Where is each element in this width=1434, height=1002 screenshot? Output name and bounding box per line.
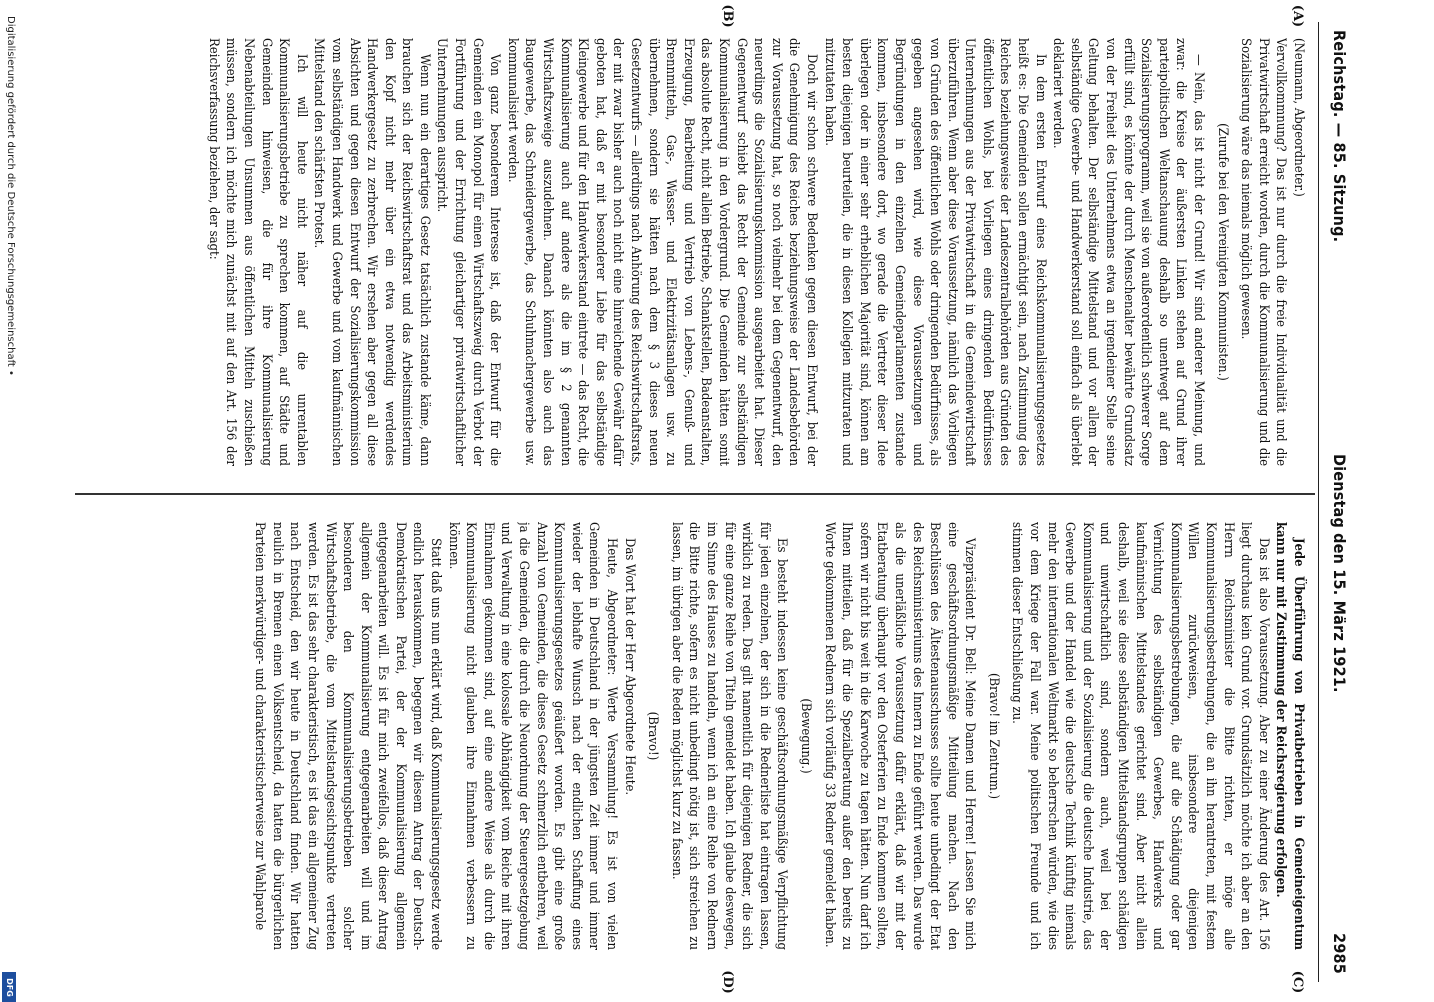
paragraph: — Nein, das ist nicht der Grund! Wir sind anderer Meinung, und zwar: die Kreise der äußersten Linken stehen auf Grund ihrer parteipolitischen Weltanschauung deshalb so unentwegt auf dem Sozialisierungsprogramm, weil sie von außerordentlich schwerer Sorge erfüllt sind, es könnte der durch Menschenalter bewährte Grundsatz von der Freiheit des Unternehmens etwa an irgendeiner Stelle seine Geltung behalten. Der selbständige Mittelstand und vor allem der selbständige Gewerbe- und Handwerkerstand soll einfach als überlebt deklariert werden. xyxy=(1050,38,1207,466)
header-rule xyxy=(1318,22,1319,982)
paragraph: Das ist also Voraussetzung. Aber zu einer Änderung des Art. 156 liegt durchaus kein Grund vor. Grundsätzlich möchte ich aber an den Herrn Reichsminister die Bitte richten, er möge alle Kommunalisierungsbestrebungen, die an ihn herantreten, mit festem Willen zurückweisen, insbesondere diejenigen Kommunalisierungsbestrebungen, die auf die Schädigung oder gar Vernichtung des selbständigen Gewerbes, Handwerks und kaufmännischen Mittelstandes gerichtet sind. Aber nicht allein deshalb, weil sie diese selbständigen Mittelstandsgruppen schädigen und unwirtschaftlich sind, sondern auch, weil bei der Kommunalisierung und der Sozialisierung die deutsche Industrie, das Gewerbe und der Handel wie die deutsche Technik künftig niemals mehr den internationalen Weltmarkt so beherrschen würden, wie dies vor dem Kriege der Fall war. Meine politischen Freunde und ich stimmen dieser Entschließung zu. xyxy=(1009,522,1271,950)
column-divider xyxy=(75,493,1315,495)
header-date: Dienstag den 15. März 1921. xyxy=(1330,454,1349,693)
paragraph: Es besteht indessen keine geschäftsordnungsmäßige Verpflichtung für jeden einzelnen, der sich in die Rednerliste hat eintragen lassen, wirklich zu reden. Das gilt namentlich für diejenigen Redner, die sich für eine ganze Reihe von Titeln gemeldet haben. Ich glaube deswegen, im Sinne des Hauses zu handeln, wenn ich an eine Reihe von Rednern die Bitte richte, sofern es nicht unbedingt nötig ist, sich streichen zu lassen, im übrigen aber die Reden möglichst kurz zu fassen. xyxy=(668,522,790,950)
header-session: Reichstag. — 85. Sitzung. xyxy=(1330,30,1349,243)
margin-marker-a: (A) xyxy=(1290,4,1305,28)
funding-note-strip xyxy=(2,10,16,995)
paragraph: Ich will heute nicht näher auf die unrentablen Kommunalisierungsbetriebe zu sprechen kommen, auf Städte und Gemeinden hinweisen, die für ihre Kommunalisierung Nebenabteilungen Unsummen aus öffentlichen Mitteln zuschießen müssen, sondern ich möchte mich zunächst mit auf den Art. 156 der Reichsverfassung beziehen, der sagt: xyxy=(205,38,309,466)
scanned-page xyxy=(65,4,1355,994)
margin-marker-d: (D) xyxy=(720,970,735,994)
paragraph: Das Wort hat der Herr Abgeordnete Heute. xyxy=(621,538,637,796)
paragraph: Heute, Abgeordneter: Werte Versammlung! Es ist von vielen Gemeinden in Deutschland in der jüngsten Zeit immer und immer wieder der lebhafte Wunsch nach der endlichen Schaffung eines Kommunalisierungsgesetzes geäußert worden. Es gibt eine große Anzahl von Gemeinden, die dieses Gesetz schmerzlich entbehren, weil ja die Gemeinden, die durch die Neuordnung der Steuergesetzgebung und Verwaltung in eine kolossale Abhängigkeit vom Reiche mit ihren Einnahmen gekommen sind, auf eine andere Weise als durch die Kommunalisierung nicht glauben ihre Einnahmen verbessern zu können. xyxy=(445,522,620,950)
funding-note: Digitalisierung gefördert durch die Deutsche Forschungsgemeinschaft • xyxy=(5,16,16,376)
paragraph: Vizepräsident Dr. Bell: Meine Damen und Herren! Lassen Sie mich eine geschäftsordnungsmäßige Mitteilung machen. Nach den Beschlüssen des Ältestenausschusses sollte heute unbedingt der Etat des Reichsministeriums des Innern zu Ende geführt werden. Das wurde als die unerläßliche Voraussetzung dafür erklärt, daß wir mit der Etatberatung überhaupt vor den Osterferien zu Ende kommen sollten, sofern wir nicht bis weit in die Karwoche zu tagen hätten. Nun darf ich Ihnen mitteilen, daß für die Spezialberatung außer den bereits zu Worte gekommenen Rednern sich vorläufig 33 Redner gemeldet haben. xyxy=(821,522,978,950)
page-header xyxy=(1319,22,1355,982)
paragraph: Von ganz besonderem Interesse ist, daß der Entwurf für die Gemeinden ein Monopol für einen Wirtschaftszweig durch Verbot der Fortführung und der Errichtung gleichartiger privatwirtschaftlicher Unternehmungen ausspricht. xyxy=(434,38,503,466)
page-number: 2985 xyxy=(1330,933,1349,974)
interjection: (Bewegung.) xyxy=(797,698,813,774)
paragraph: In dem ersten Entwurf eines Reichskommunalisierungsgesetzes heißt es: Die Gemeinden sollen ermächtigt sein, nach Zustimmung des Reiches beziehungsweise der Landeszentralbehörden aus Gründen des öffentlichen Wohls, bei Vorliegen eines dringenden Bedürfnisses Unternehmungen aus der Privatwirtschaft in die Gemeindewirtschaft überzuführen. Wenn aber diese Voraussetzung, nämlich das Vorliegen von Gründen des öffentlichen Wohls oder dringenden Bedürfnisses, als gegeben angesehen wird, wie diese Voraussetzungen und Begründungen in den einzelnen Gemeindeparlamenten zustande kommen, insbesondere dort, wo gerade die Vertreter dieser Idee überlegen oder in einer sehr erheblichen Majorität sind, können am besten diejenigen beurteilen, die in diesen Kollegien mitzuraten und mitzutaten haben. xyxy=(821,38,1048,466)
dfg-logo: DFG xyxy=(2,972,16,1002)
margin-marker-b: (B) xyxy=(720,4,735,28)
paragraph: Doch wir schon schwere Bedenken gegen diesen Entwurf, bei der die Genehmigung des Reiches beziehungsweise der Landesbehörden zur Voraussetzung hat, so noch vielmehr bei dem Gegenentwurf, den neuerdings die Sozialisierungskommission ausgearbeitet hat. Dieser Gegenentwurf schiebt das Recht der Gemeinde zur selbständigen Kommunalisierung in den Vordergrund. Die Gemeinden hätten somit das absolute Recht, nicht allein Betriebe, Schankstellen, Badeanstalten, Erzeugung, Bearbeitung und Vertrieb von Lebens-, Genuß- und Brennmitteln, Gas-, Wasser- und Elektrizitätsanlagen usw. zu übernehmen, sondern sie hätten nach dem § 3 dieses neuen Gesetzentwurfs — allerdings nach Anhörung des Reichswirtschaftsrats, der mit zwar bisher auch noch nicht eine hinreichende Gewähr dafür geboten hat, daß er mit besonderer Liebe für das selbständige Kleingewerbe und für den Handwerkerstand eintrete — das Recht, die Kommunalisierung auch auf andere als die im § 2 genannten Wirtschaftszweige auszudehnen. Danach könnten also auch das Baugewerbe, das Schneidergewerbe, das Schuhmachergewerbe usw. kommunalisiert werden. xyxy=(504,38,819,466)
paragraph: Wenn nun ein derartiges Gesetz tatsächlich zustande käme, dann brauchen sich der Reichswirtschaftsrat und das Arbeitsministerium den Kopf nicht mehr über ein etwa notwendig werdendes Handwerkergesetz zu zerbrechen. Wir ersehen aber gegen all diese Absichten und gegen diesen Entwurf der Sozialisierungskommission vom selbständigen Handwerk und Gewerbe und vom kaufmännischen Mittelstand den schärfsten Protest. xyxy=(311,38,432,466)
interjection: (Zurufe bei den Vereinigten Kommunisten.) xyxy=(1214,123,1230,381)
interjection: (Bravo! im Zentrum.) xyxy=(985,672,1001,800)
interjection: (Bravo!) xyxy=(645,711,661,761)
right-column xyxy=(77,522,1307,950)
paragraph: Vervollkommnung? Das ist nur durch die freie Individualität und die Privatwirtschaft erreicht worden, durch die Kommunalisierung und die Sozialisierung wäre das niemals möglich gewesen. xyxy=(1238,38,1289,466)
left-column xyxy=(77,38,1307,466)
margin-marker-c: (C) xyxy=(1290,970,1305,994)
paragraph: Statt daß uns nun erklärt wird, daß Kommunalisierungsgesetz werde endlich herauskommen, begegnen wir diesem Antrag der Deutsch-Demokratischen Partei, der der Kommunalisierung allgemein entgegenarbeiten will. Es ist für mich zweifellos, daß dieser Antrag allgemein der Kommunalisierung entgegenarbeiten will und im besonderen den Kommunalisierungsbetrieben solcher Wirtschaftsbetriebe, die vom Mittelstandsgesichtspunkte vertreten werden. Es ist das sehr charakteristisch, es ist das ein allgemeiner Zug nach Entscheid, den wir heute in Deutschland finden. Wir hatten neulich in Bremen einen Volksentscheid, da hatten die bürgerlichen Parteien merkwürdiger- und charakteristischerweise zur Wahlparole xyxy=(252,522,444,950)
speaker-tag: (Neumann, Abgeordneter.) xyxy=(1291,38,1306,197)
quoted-article: Jede Überführung von Privatbetrieben in Gemeineigentum kann nur mit Zustimmung der Reichsregierung erfolgen. xyxy=(1273,522,1306,950)
